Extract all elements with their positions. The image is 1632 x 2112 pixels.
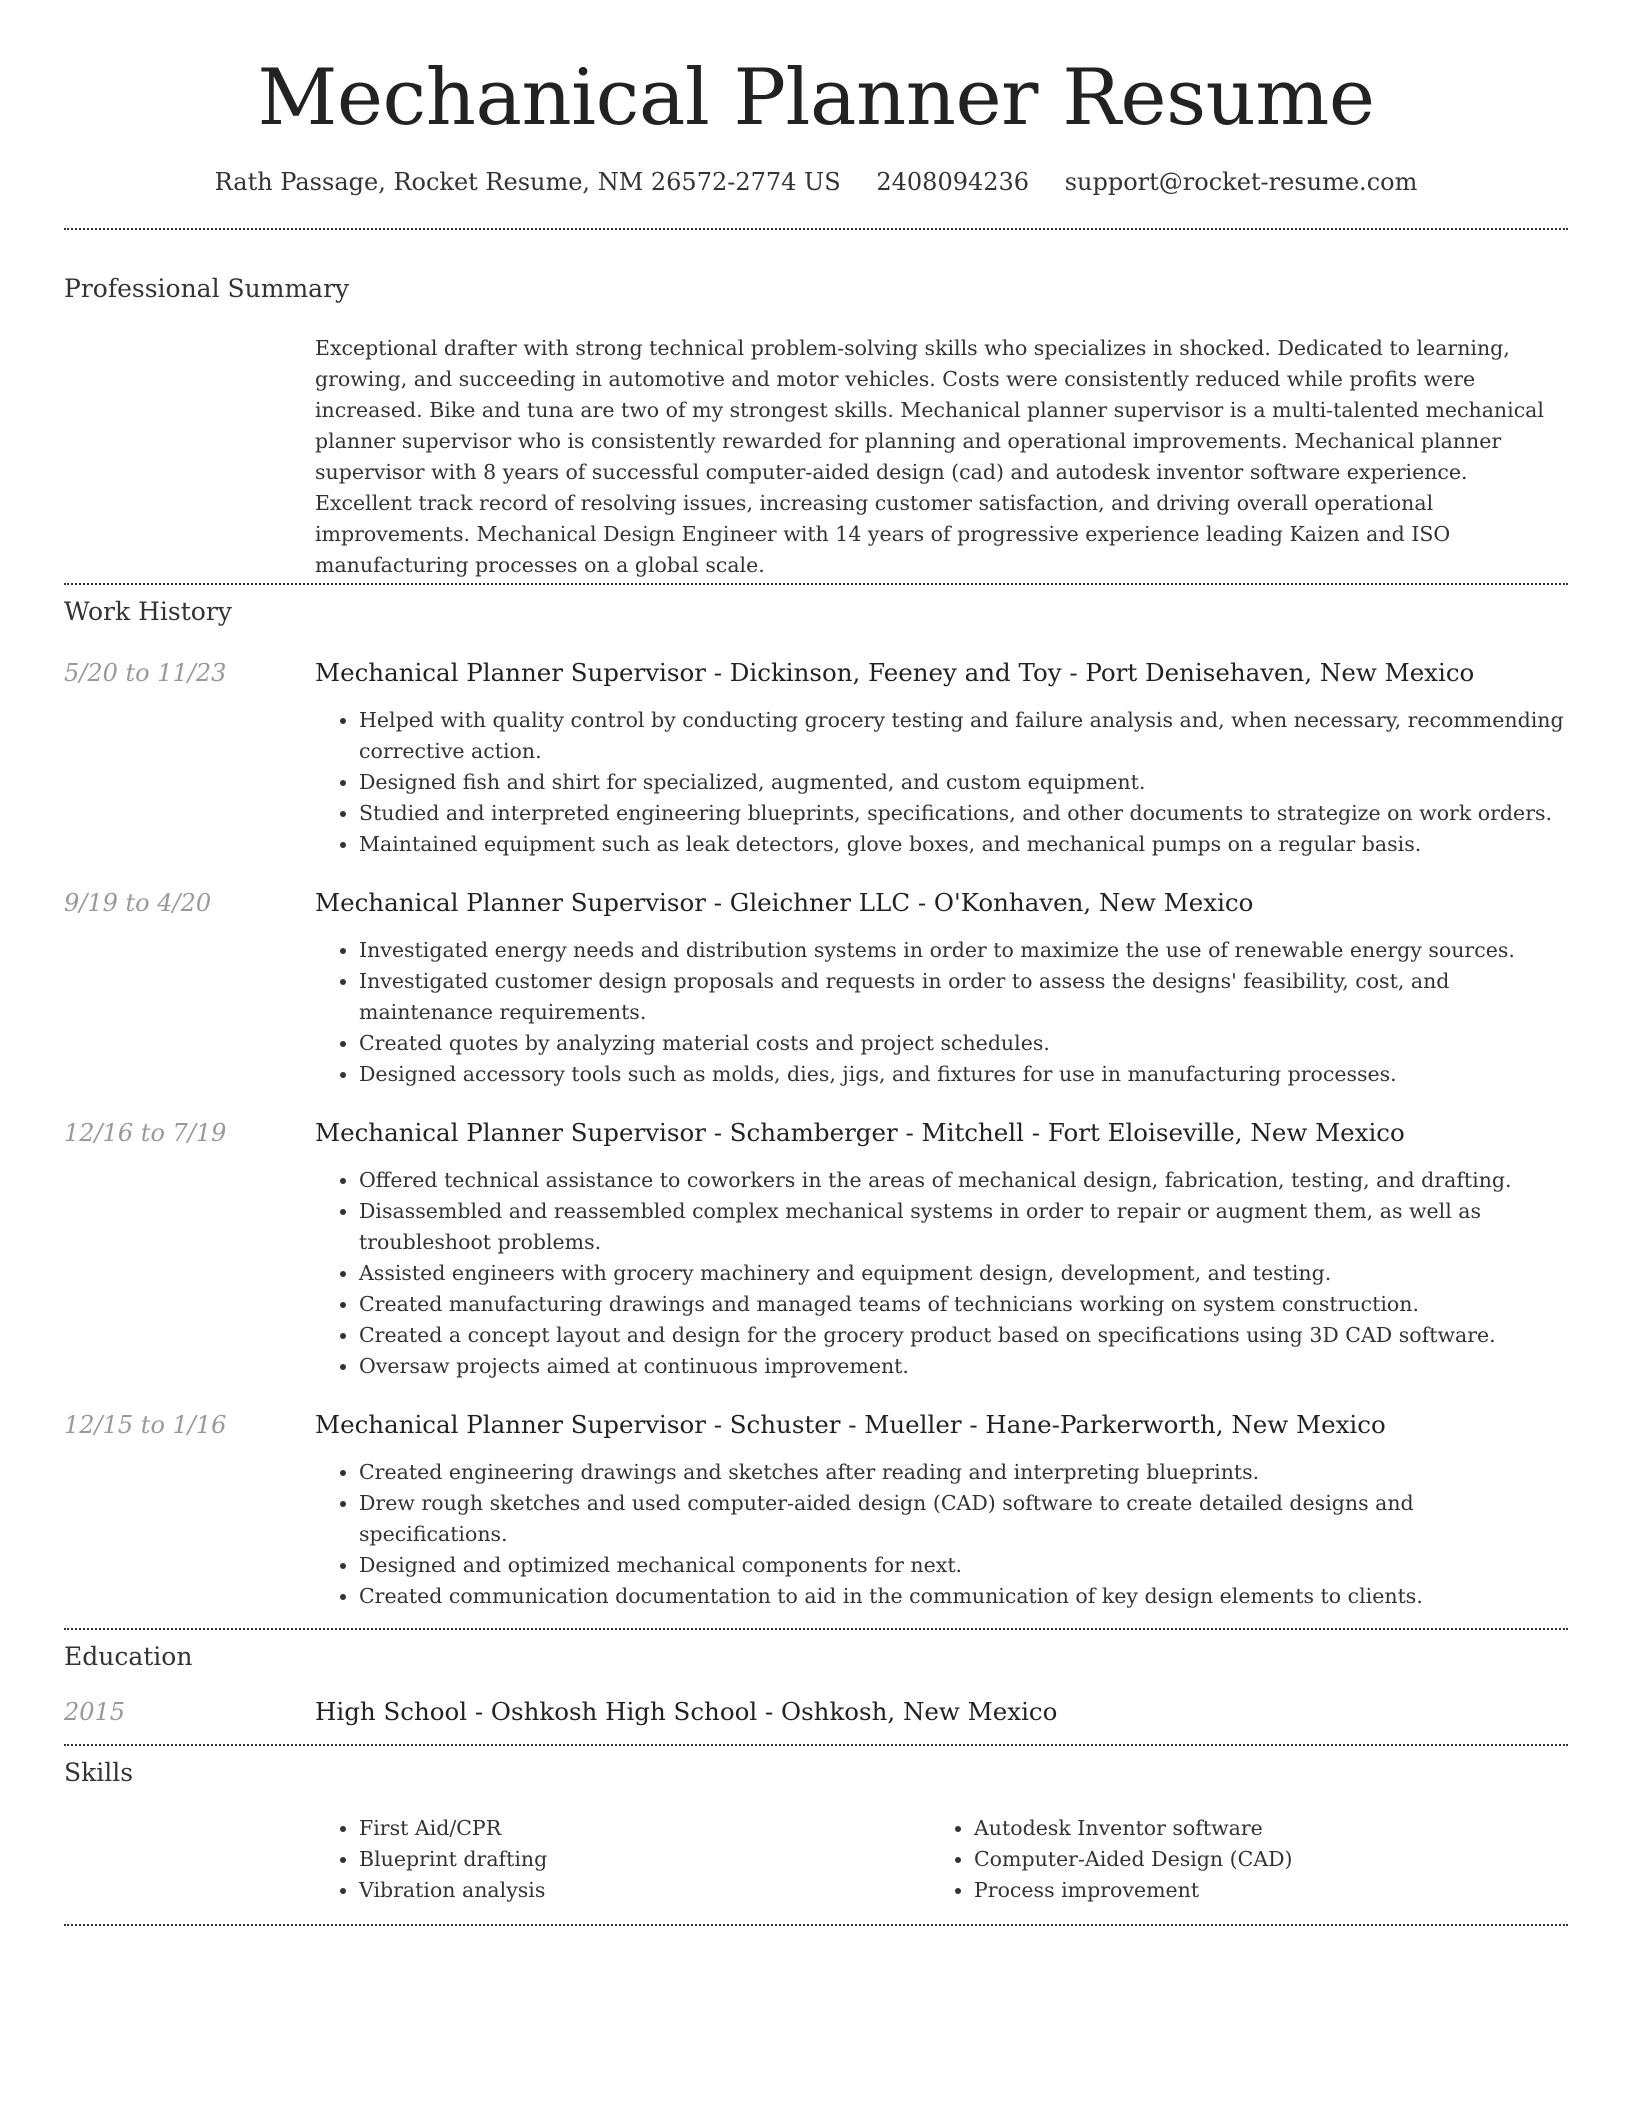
work-history-section <box>64 585 1568 1628</box>
job-header <box>64 1410 1568 1439</box>
education-entry <box>64 1697 1568 1726</box>
skill-item: • First Aid/CPR <box>359 1813 930 1844</box>
job-bullet: • Investigated energy needs and distribution systems in order to maximize the use of renewable energy sources. <box>359 935 1568 966</box>
job-bullet: • Created engineering drawings and sketches after reading and interpreting blueprints. <box>359 1457 1568 1488</box>
job-bullet: • Created quotes by analyzing material costs and project schedules. <box>359 1028 1568 1059</box>
job-bullets <box>315 705 1568 860</box>
education-section <box>64 1630 1568 1744</box>
contact-phone: 2408094236 <box>876 167 1030 196</box>
job-title: Mechanical Planner Supervisor - Gleichner LLC - O'Konhaven, New Mexico <box>315 887 1254 917</box>
job-entry <box>64 1118 1568 1382</box>
job-bullets <box>315 935 1568 1090</box>
job-dates: 9/19 to 4/20 <box>64 888 212 917</box>
job-entry <box>64 658 1568 860</box>
skills-section <box>64 1746 1568 1924</box>
job-bullet: • Assisted engineers with grocery machinery and equipment design, development, and testing. <box>359 1258 1568 1289</box>
education-year: 2015 <box>64 1697 126 1726</box>
job-bullet: • Maintained equipment such as leak detectors, glove boxes, and mechanical pumps on a regular basis. <box>359 829 1568 860</box>
job-bullet: • Offered technical assistance to coworkers in the areas of mechanical design, fabrication, testing, and drafting. <box>359 1165 1568 1196</box>
job-dates: 12/15 to 1/16 <box>64 1410 227 1439</box>
skill-item: • Autodesk Inventor software <box>974 1813 1545 1844</box>
divider <box>64 1924 1568 1926</box>
job-title: Mechanical Planner Supervisor - Dickinson, Feeney and Toy - Port Denisehaven, New Mexico <box>315 657 1475 687</box>
skills-list-right <box>930 1813 1545 1906</box>
resume-title: Mechanical Planner Resume <box>257 53 1375 143</box>
skill-item: • Computer-Aided Design (CAD) <box>974 1844 1545 1875</box>
job-bullets <box>315 1165 1568 1382</box>
skill-item: • Process improvement <box>974 1875 1545 1906</box>
skill-item: • Vibration analysis <box>359 1875 930 1906</box>
job-entry <box>64 1410 1568 1628</box>
job-bullet: • Designed fish and shirt for specialized, augmented, and custom equipment. <box>359 767 1568 798</box>
job-header <box>64 658 1568 687</box>
job-bullet: • Designed accessory tools such as molds, dies, jigs, and fixtures for use in manufacturing processes. <box>359 1059 1568 1090</box>
job-bullet: • Created a concept layout and design for the grocery product based on specifications using 3D CAD software. <box>359 1320 1568 1351</box>
summary-heading: Professional Summary <box>64 273 350 303</box>
job-dates: 12/16 to 7/19 <box>64 1118 227 1147</box>
contact-email: support@rocket-resume.com <box>1064 167 1418 196</box>
job-bullet: • Created manufacturing drawings and managed teams of technicians working on system construction. <box>359 1289 1568 1320</box>
skills-list-left <box>315 1813 930 1906</box>
job-dates: 5/20 to 11/23 <box>64 658 227 687</box>
job-bullet: • Studied and interpreted engineering blueprints, specifications, and other documents to strategize on work orders. <box>359 798 1568 829</box>
job-bullet: • Designed and optimized mechanical components for next. <box>359 1550 1568 1581</box>
job-title: Mechanical Planner Supervisor - Schamberger - Mitchell - Fort Eloiseville, New Mexico <box>315 1117 1405 1147</box>
summary-section <box>64 230 1568 583</box>
work-history-heading: Work History <box>64 596 232 626</box>
summary-text: Exceptional drafter with strong technical problem-solving skills who specializes in shocked. Dedicated to learning, growing, and succeeding in automotive and motor vehicles. Costs were consistently reduced while profits were increased. Bike and tuna are two of my strongest skills. Mechanical planner supervisor is a multi-talented mechanical planner supervisor who is consistently rewarded for planning and operational improvements. Mechanical planner supervisor with 8 years of successful computer-aided design (cad) and autodesk inventor software experience. Excellent track record of resolving issues, increasing customer satisfaction, and driving overall operational improvements. Mechanical Design Engineer with 14 years of progressive experience leading Kaizen and ISO manufacturing processes on a global scale. <box>315 335 1544 577</box>
job-bullet: • Investigated customer design proposals and requests in order to assess the designs' feasibility, cost, and maintenance requirements. <box>359 966 1568 1028</box>
job-bullets <box>315 1457 1568 1612</box>
job-header <box>64 888 1568 917</box>
job-entry <box>64 888 1568 1090</box>
job-bullet: • Helped with quality control by conducting grocery testing and failure analysis and, when necessary, recommending corrective action. <box>359 705 1568 767</box>
job-bullet: • Created communication documentation to aid in the communication of key design elements to clients. <box>359 1581 1568 1612</box>
skills-columns <box>315 1813 1568 1906</box>
job-header <box>64 1118 1568 1147</box>
contact-address: Rath Passage, Rocket Resume, NM 26572-2774 US <box>214 167 841 196</box>
job-bullet: • Disassembled and reassembled complex mechanical systems in order to repair or augment them, as well as troubleshoot problems. <box>359 1196 1568 1258</box>
education-title: High School - Oshkosh High School - Oshkosh, New Mexico <box>315 1696 1058 1726</box>
skills-heading: Skills <box>64 1757 134 1787</box>
job-title: Mechanical Planner Supervisor - Schuster - Mueller - Hane-Parkerworth, New Mexico <box>315 1409 1386 1439</box>
job-bullet: • Drew rough sketches and used computer-aided design (CAD) software to create detailed designs and specifications. <box>359 1488 1568 1550</box>
skill-item: • Blueprint drafting <box>359 1844 930 1875</box>
job-bullet: • Oversaw projects aimed at continuous improvement. <box>359 1351 1568 1382</box>
contact-line <box>64 168 1568 196</box>
education-heading: Education <box>64 1641 193 1671</box>
